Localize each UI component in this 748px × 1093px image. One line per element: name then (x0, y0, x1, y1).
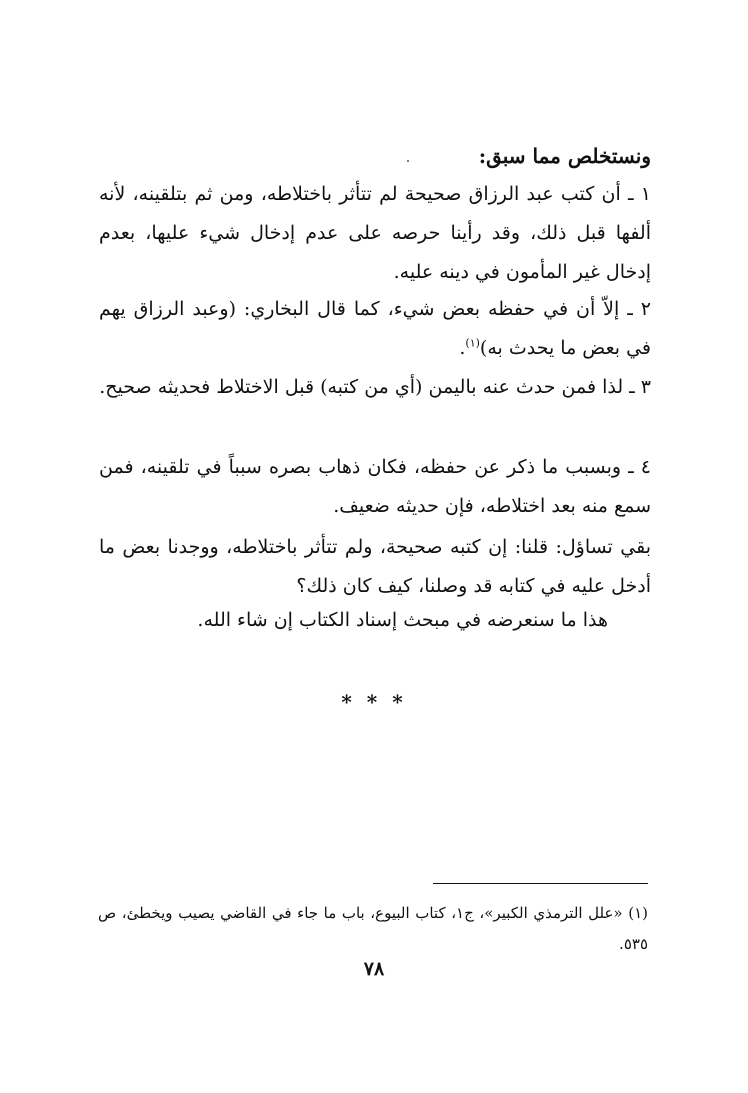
section-separator: * * * (341, 690, 407, 714)
paragraph-3: ٣ ـ لذا فمن حدث عنه باليمن (أي من كتبه) قبل الاختلاط فحديثه صحيح. (99, 376, 651, 398)
paragraph-6: هذا ما سنعرضه في مبحث إسناد الكتاب إن شاء الله. (197, 609, 608, 631)
footnote-reference[interactable]: (١) (465, 336, 480, 350)
page-number: ٧٨ (363, 958, 385, 980)
paragraph-5: بقي تساؤل: قلنا: إن كتبه صحيحة، ولم تتأثر باختلاطه، ووجدنا بعض ما أدخل عليه في كتابه قد وصلنا، كيف كان ذلك؟ (99, 536, 651, 597)
paragraph-2-end: . (459, 337, 466, 359)
section-heading: ونستخلص مما سبق: (478, 144, 651, 168)
paragraph-1: ١ ـ أن كتب عبد الرزاق صحيحة لم تتأثر باختلاطه، ومن ثم بتلقينه، لأنه ألفها قبل ذلك، وقد رأينا حرصه على عدم إدخال شيء عليها، بعدم إدخال غير المأمون في دينه عليه. (99, 183, 651, 283)
footnote-divider (433, 883, 648, 884)
paragraph-2 (99, 290, 651, 368)
footnote-text: (١) «علل الترمذي الكبير»، ج١، كتاب البيوع، باب ما جاء في القاضي يصيب ويخطئ، ص ٥٣٥. (98, 904, 648, 953)
paragraph-4: ٤ ـ وبسبب ما ذكر عن حفظه، فكان ذهاب بصره سبباً في تلقينه، فمن سمع منه بعد اختلاطه، فإن حديثه ضعيف. (99, 456, 651, 517)
paragraph-2-text: ٢ ـ إلاّ أن في حفظه بعض شيء، كما قال البخاري: (وعبد الرزاق يهم في بعض ما يحدث به) (99, 298, 651, 359)
